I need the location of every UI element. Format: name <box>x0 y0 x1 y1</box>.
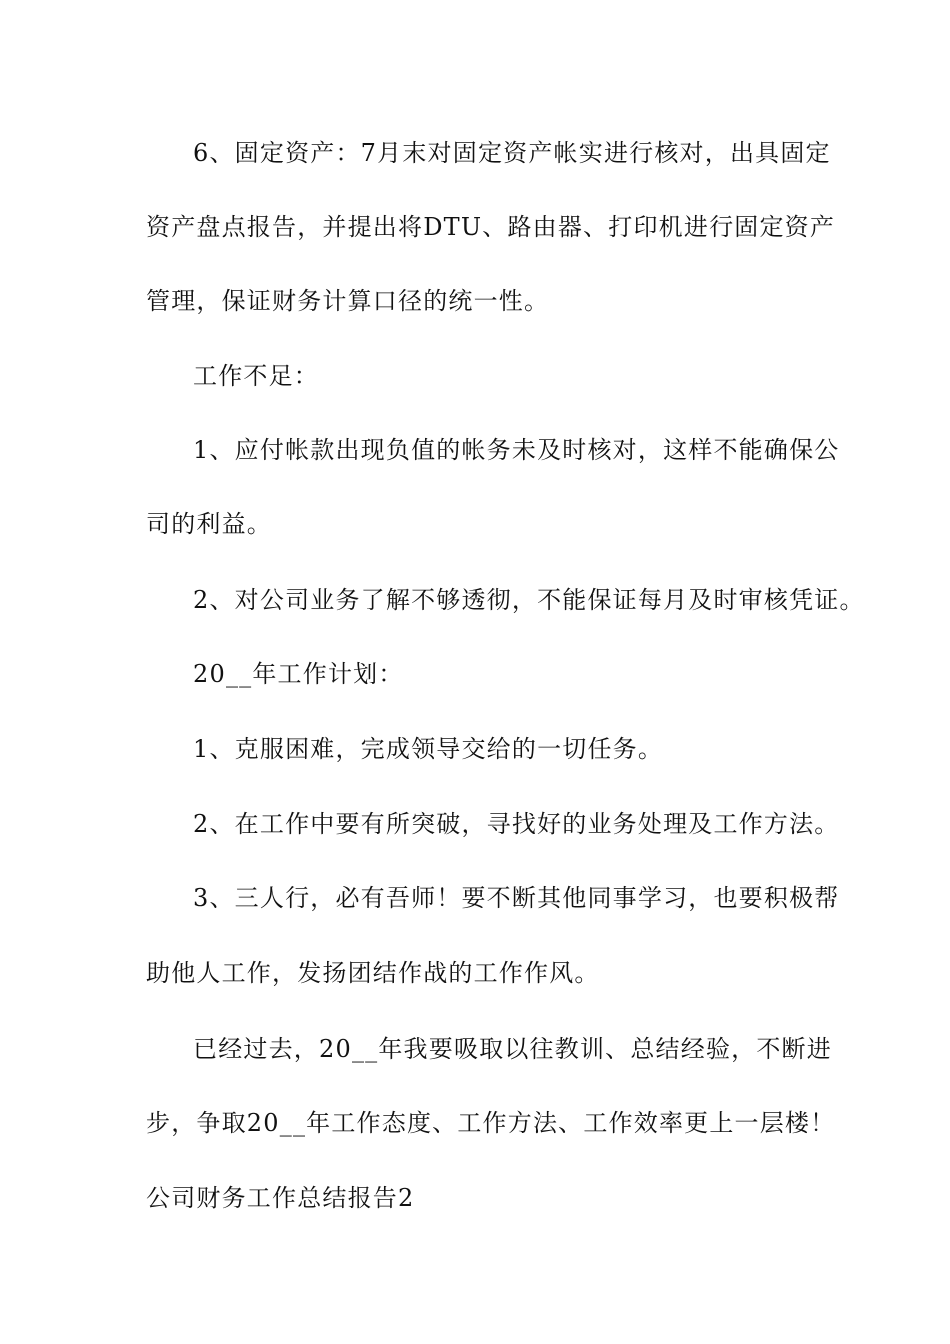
plan-item-3-line-1: 3、三人行，必有吾师！要不断其他同事学习，也要积极帮 <box>193 884 840 912</box>
closing-paragraph-line-2: 步，争取20__年工作态度、工作方法、工作效率更上一层楼！ <box>146 1109 836 1137</box>
heading-work-plan: 20__年工作计划： <box>193 660 404 688</box>
paragraph-fixed-assets-line-1: 6、固定资产：7月末对固定资产帐实进行核对，出具固定 <box>193 139 831 167</box>
paragraph-fixed-assets-line-3: 管理，保证财务计算口径的统一性。 <box>146 287 550 315</box>
heading-work-shortcomings: 工作不足： <box>193 362 319 390</box>
closing-paragraph-line-1: 已经过去，20__年我要吸取以往教训、总结经验，不断进 <box>193 1035 832 1063</box>
shortcoming-2: 2、对公司业务了解不够透彻，不能保证每月及时审核凭证。 <box>193 586 865 614</box>
section-title-report-2: 公司财务工作总结报告2 <box>146 1184 415 1212</box>
plan-item-3-line-2: 助他人工作，发扬团结作战的工作作风。 <box>146 959 600 987</box>
paragraph-fixed-assets-line-2: 资产盘点报告，并提出将DTU、路由器、打印机进行固定资产 <box>146 213 836 241</box>
plan-item-2: 2、在工作中要有所突破，寻找好的业务处理及工作方法。 <box>193 810 840 838</box>
plan-item-1: 1、克服困难，完成领导交给的一切任务。 <box>193 735 664 763</box>
shortcoming-1-line-2: 司的利益。 <box>146 510 272 538</box>
shortcoming-1-line-1: 1、应付帐款出现负值的帐务未及时核对，这样不能确保公 <box>193 436 840 464</box>
